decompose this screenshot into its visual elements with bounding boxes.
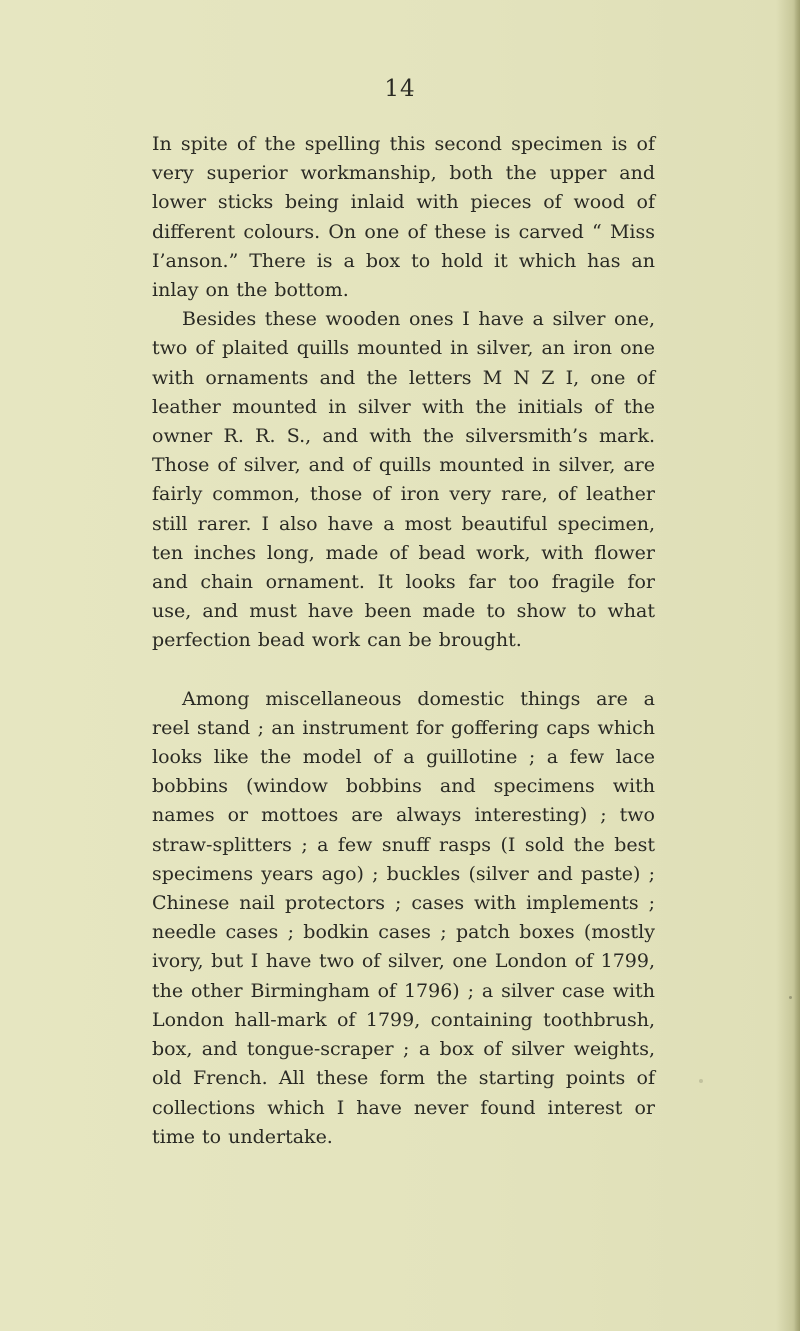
paragraph-collection: Besides these wooden ones I have a silver one, two of plaited quills mounted in silver, an iron one with ornaments and the letters M N Z I, one of leather mounted in silver with the initials of the owner R. R. S., and with the silversmith’s mark. Those of silver, and of quills mounted in silver, are fairly common, those of iron very rare, of leather still rarer. I also have a most beautiful specimen, ten inches long, made of bead work, with flower and chain ornament. It looks far too fragile for use, and must have been made to show to what perfection bead work can be brought. <box>152 308 655 652</box>
page-edge-shadow <box>794 0 800 1331</box>
paragraph-miscellaneous: Among miscellaneous domestic things are a reel stand ; an instrument for goffering caps which looks like the model of a guillotine ; a few lace bobbins (window bobbins and specimens with names or mottoes are always interesting) ; two straw-splitters ; a few snuff rasps (I sold the best specimens years ago) ; buckles (silver and paste) ; Chinese nail protectors ; cases with implements ; needle cases ; bodkin cases ; patch boxes (mostly ivory, but I have two of silver, one London of 1799, the other Birmingham of 1796) ; a silver case with London hall-mark of 1799, containing toothbrush, box, and tongue-scraper ; a box of silver weights, old French. All these form the starting points of collections which I have never found interest or time to undertake. <box>152 687 655 1148</box>
page-number: 14 <box>384 76 416 102</box>
paragraph-specimen: In spite of the spelling this second specimen is of very superior workmanship, both the upper and lower sticks being inlaid with pieces of wood of different colours. On one of these is carved “ Miss I’anson.” There is a box to hold it which has an inlay on the bottom. <box>152 133 655 302</box>
paper-fleck <box>699 1079 703 1083</box>
body-text <box>152 130 655 1152</box>
paper-fleck <box>789 996 792 999</box>
